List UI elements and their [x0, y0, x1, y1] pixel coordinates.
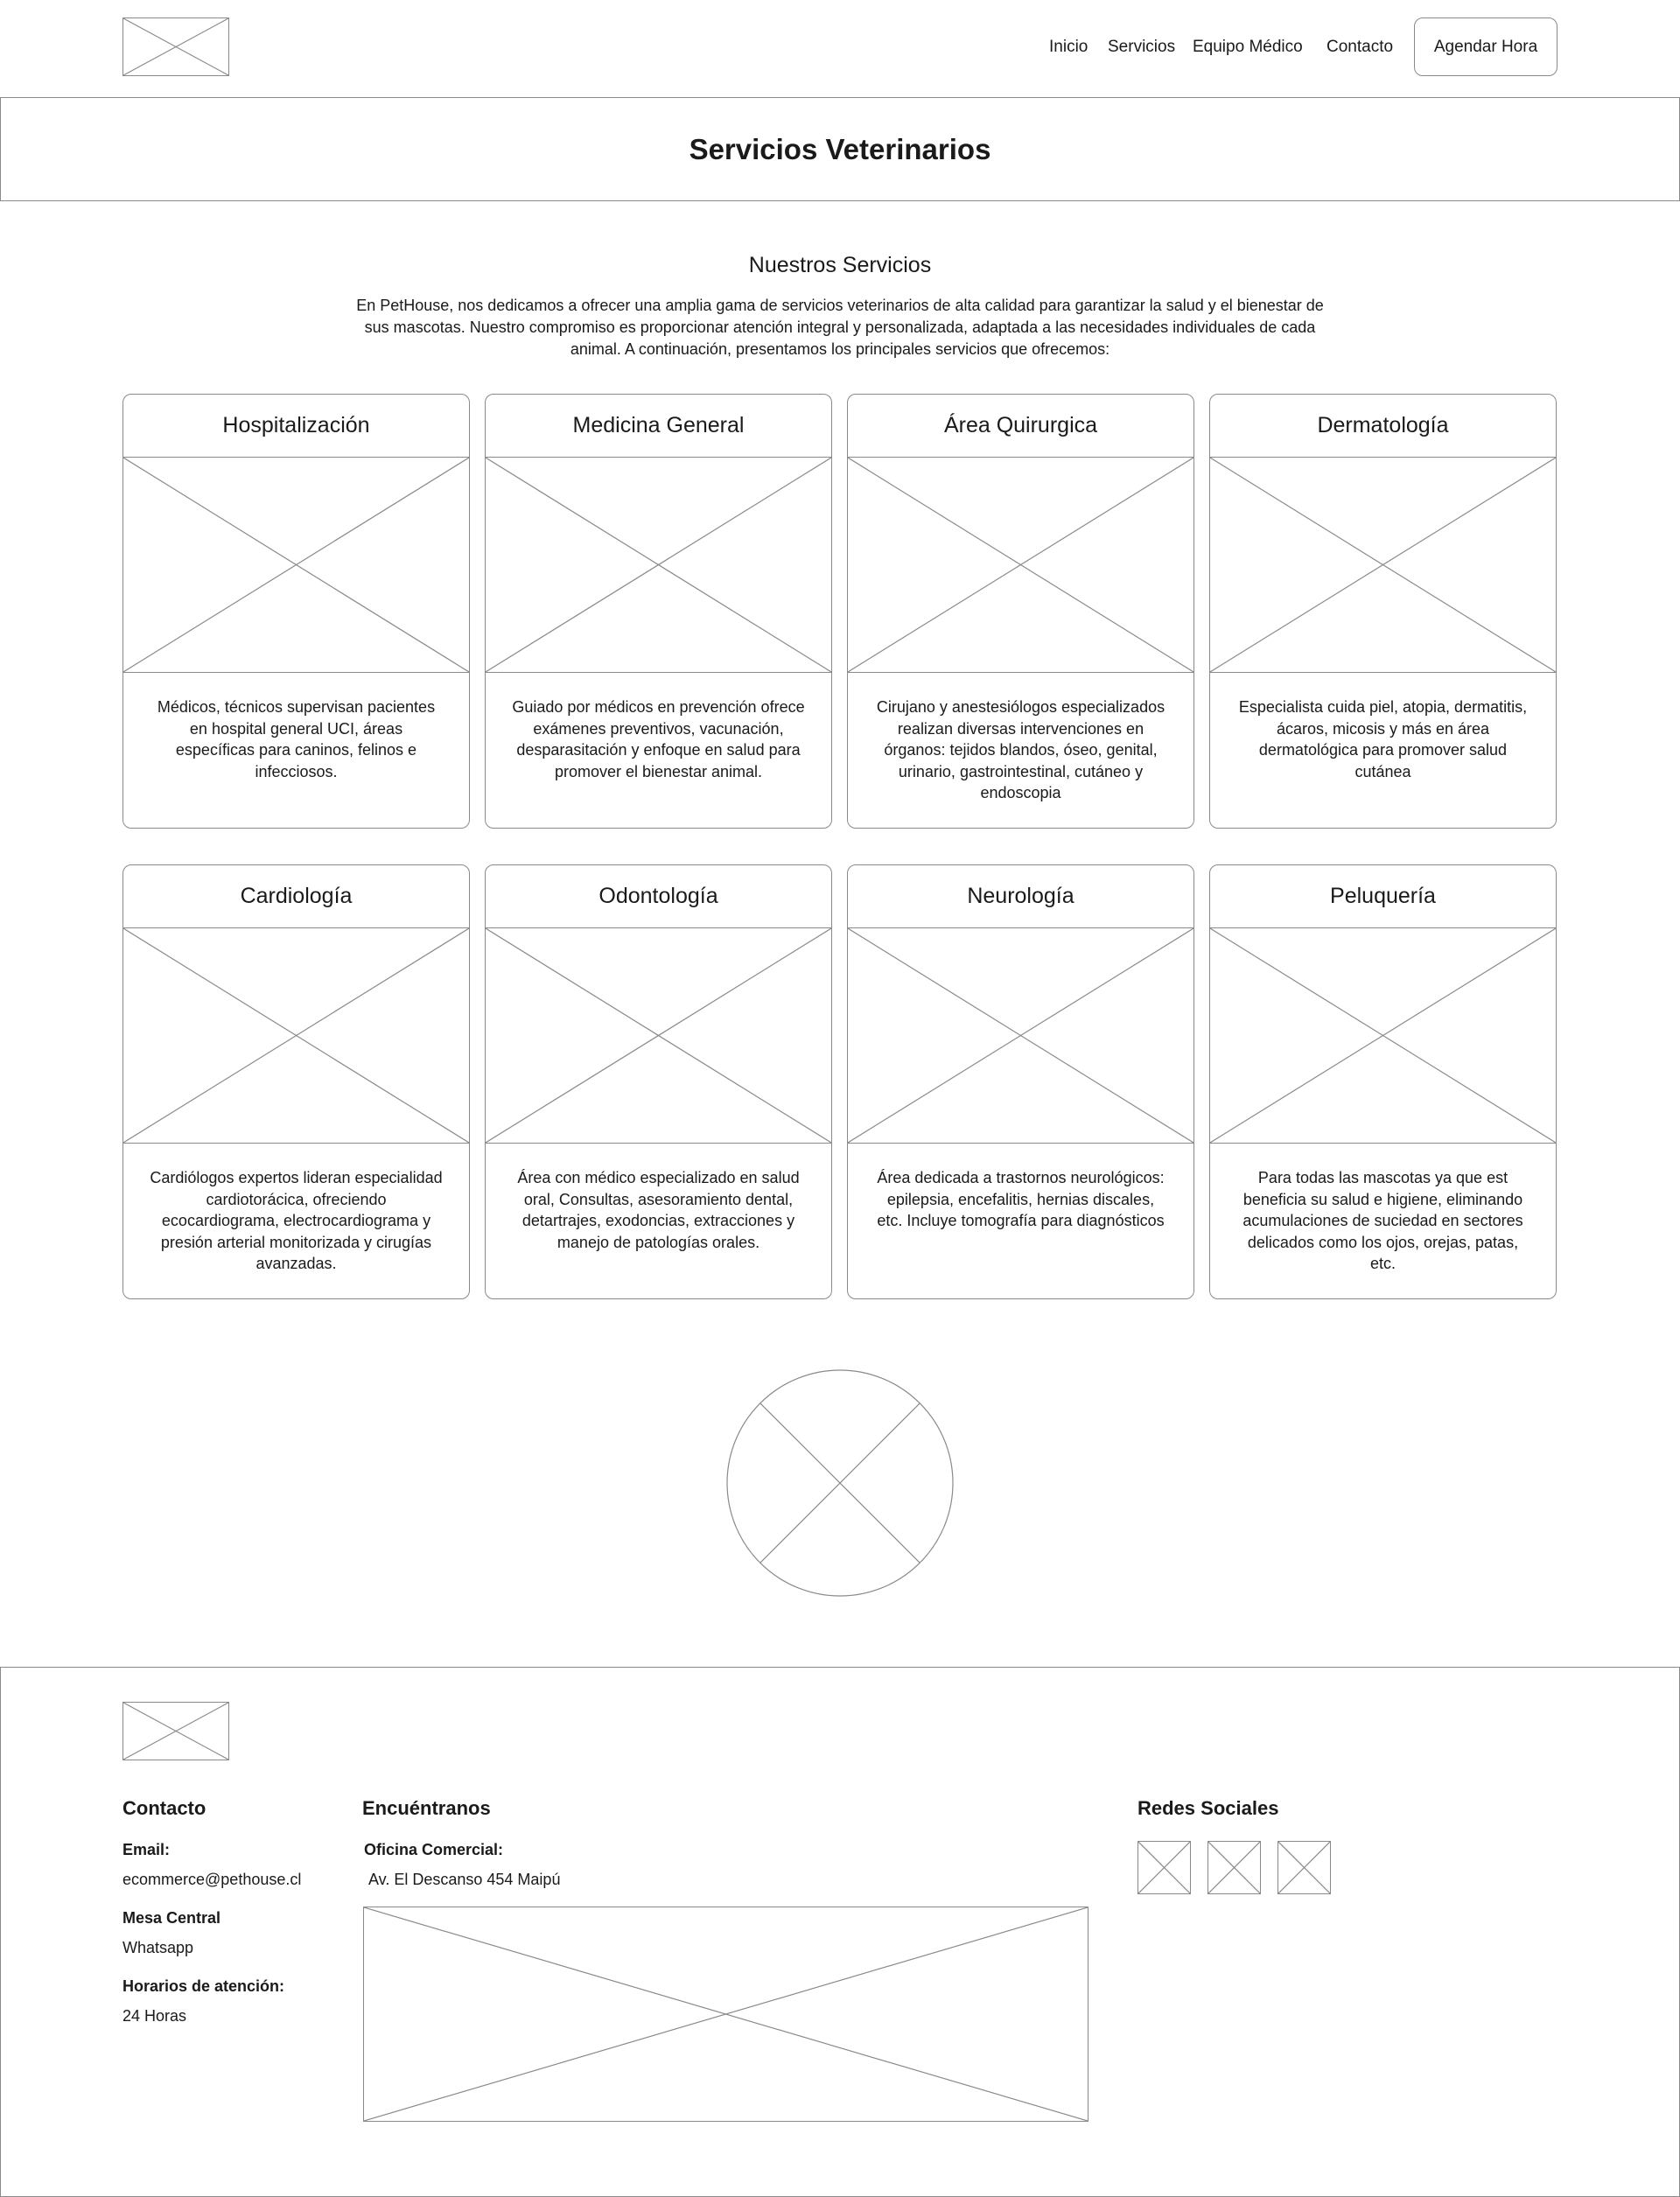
service-card[interactable]: [485, 864, 832, 1299]
nav-inicio[interactable]: Inicio: [1049, 38, 1088, 56]
social-icon[interactable]: [1138, 1841, 1191, 1894]
service-image-placeholder-icon: [123, 928, 469, 1144]
phone-label: Mesa Central: [122, 1909, 221, 1927]
book-appointment-button[interactable]: Agendar Hora: [1414, 17, 1558, 76]
service-card-description: Guiado por médicos en prevención ofrece exámenes preventivos, vacunación, desparasitación y enfoque en salud para promover el bienestar animal.: [512, 698, 805, 780]
service-image-placeholder-icon: [486, 458, 831, 673]
service-image-placeholder-icon: [486, 928, 831, 1144]
service-image-placeholder-icon: [848, 458, 1194, 673]
nav-equipo-medico[interactable]: Equipo Médico: [1193, 38, 1303, 56]
section-title: Nuestros Servicios: [748, 253, 932, 277]
service-card-title: Medicina General: [486, 395, 831, 458]
hero-banner: [0, 97, 1680, 201]
service-card-title: Odontología: [486, 865, 831, 928]
service-card[interactable]: [1209, 864, 1557, 1299]
page-title: Servicios Veterinarios: [689, 132, 991, 165]
service-card[interactable]: [847, 394, 1194, 829]
nav-contacto[interactable]: Contacto: [1326, 38, 1394, 56]
social-icon[interactable]: [1208, 1841, 1261, 1894]
service-card-description: Especialista cuida piel, atopia, dermatitis, ácaros, micosis y más en área dermatológica para promover salud cutánea: [1238, 698, 1528, 780]
service-card-description: Área dedicada a trastornos neurológicos: epilepsia, encefalitis, hernias discales, etc. Incluye tomografía para diagnósticos: [877, 1169, 1165, 1229]
service-image-placeholder-icon: [123, 458, 469, 673]
service-card-title: Peluquería: [1210, 865, 1556, 928]
service-image-placeholder-icon: [1210, 458, 1556, 673]
service-card-title: Área Quirurgica: [848, 395, 1194, 458]
footer-contact-title: Contacto: [122, 1797, 206, 1819]
service-card[interactable]: [122, 394, 470, 829]
hours-value: 24 Horas: [122, 2007, 187, 2025]
service-card-description: Área con médico especializado en salud oral, Consultas, asesoramiento dental, detartrajes, exodoncias, extracciones y manejo de patologías orales.: [517, 1169, 800, 1251]
office-label: Oficina Comercial:: [364, 1841, 504, 1858]
service-card-title: Dermatología: [1210, 395, 1556, 458]
footer-logo-placeholder-icon[interactable]: [122, 1702, 229, 1760]
service-card-title: Neurología: [848, 865, 1194, 928]
social-icon[interactable]: [1278, 1841, 1331, 1894]
service-card-description: Cardiólogos expertos lideran especialidad cardiotorácica, ofreciendo ecocardiograma, electrocardiograma y presión arterial monitorizada y cirugías avanzadas.: [150, 1169, 443, 1272]
service-image-placeholder-icon: [848, 928, 1194, 1144]
email-label: Email:: [122, 1841, 171, 1858]
service-card-title: Hospitalización: [123, 395, 469, 458]
logo-placeholder-icon[interactable]: [122, 17, 229, 76]
hours-label: Horarios de atención:: [122, 1977, 285, 1995]
address-value: Av. El Descanso 454 Maipú: [368, 1871, 561, 1888]
service-card[interactable]: [1209, 394, 1557, 829]
service-card-description: Para todas las mascotas ya que est beneficia su salud e higiene, eliminando acumulaciones de suciedad en sectores delicados como los ojos, orejas, patas, etc.: [1242, 1169, 1523, 1272]
email-value[interactable]: ecommerce@pethouse.cl: [122, 1871, 302, 1888]
service-card-title: Cardiología: [123, 865, 469, 928]
service-card[interactable]: [847, 864, 1194, 1299]
map-placeholder-icon[interactable]: [363, 1907, 1088, 2122]
footer-location-title: Encuéntranos: [362, 1797, 491, 1819]
section-intro: En PetHouse, nos dedicamos a ofrecer una amplia gama de servicios veterinarios de alta calidad para garantizar la salud y el bienestar de sus mascotas. Nuestro compromiso es proporcionar atención integral y personalizada, adaptada a las necesidades individuales de cada animal. A continuación, presentamos los principales servicios que ofrecemos:: [356, 297, 1324, 358]
service-card-description: Cirujano y anestesiólogos especializados realizan diversas intervenciones en órganos: tejidos blandos, óseo, genital, urinario, gastrointestinal, cutáneo y endoscopia: [876, 698, 1166, 801]
nav-servicios[interactable]: Servicios: [1108, 38, 1176, 56]
footer-social-title: Redes Sociales: [1138, 1797, 1279, 1819]
service-image-placeholder-icon: [1210, 928, 1556, 1144]
service-card[interactable]: [122, 864, 470, 1299]
circle-image-placeholder-icon: [726, 1369, 954, 1597]
phone-value[interactable]: Whatsapp: [122, 1939, 194, 1956]
service-card-description: Médicos, técnicos supervisan pacientes en hospital general UCI, áreas específicas para caninos, felinos e infecciosos.: [157, 698, 436, 780]
service-card[interactable]: [485, 394, 832, 829]
